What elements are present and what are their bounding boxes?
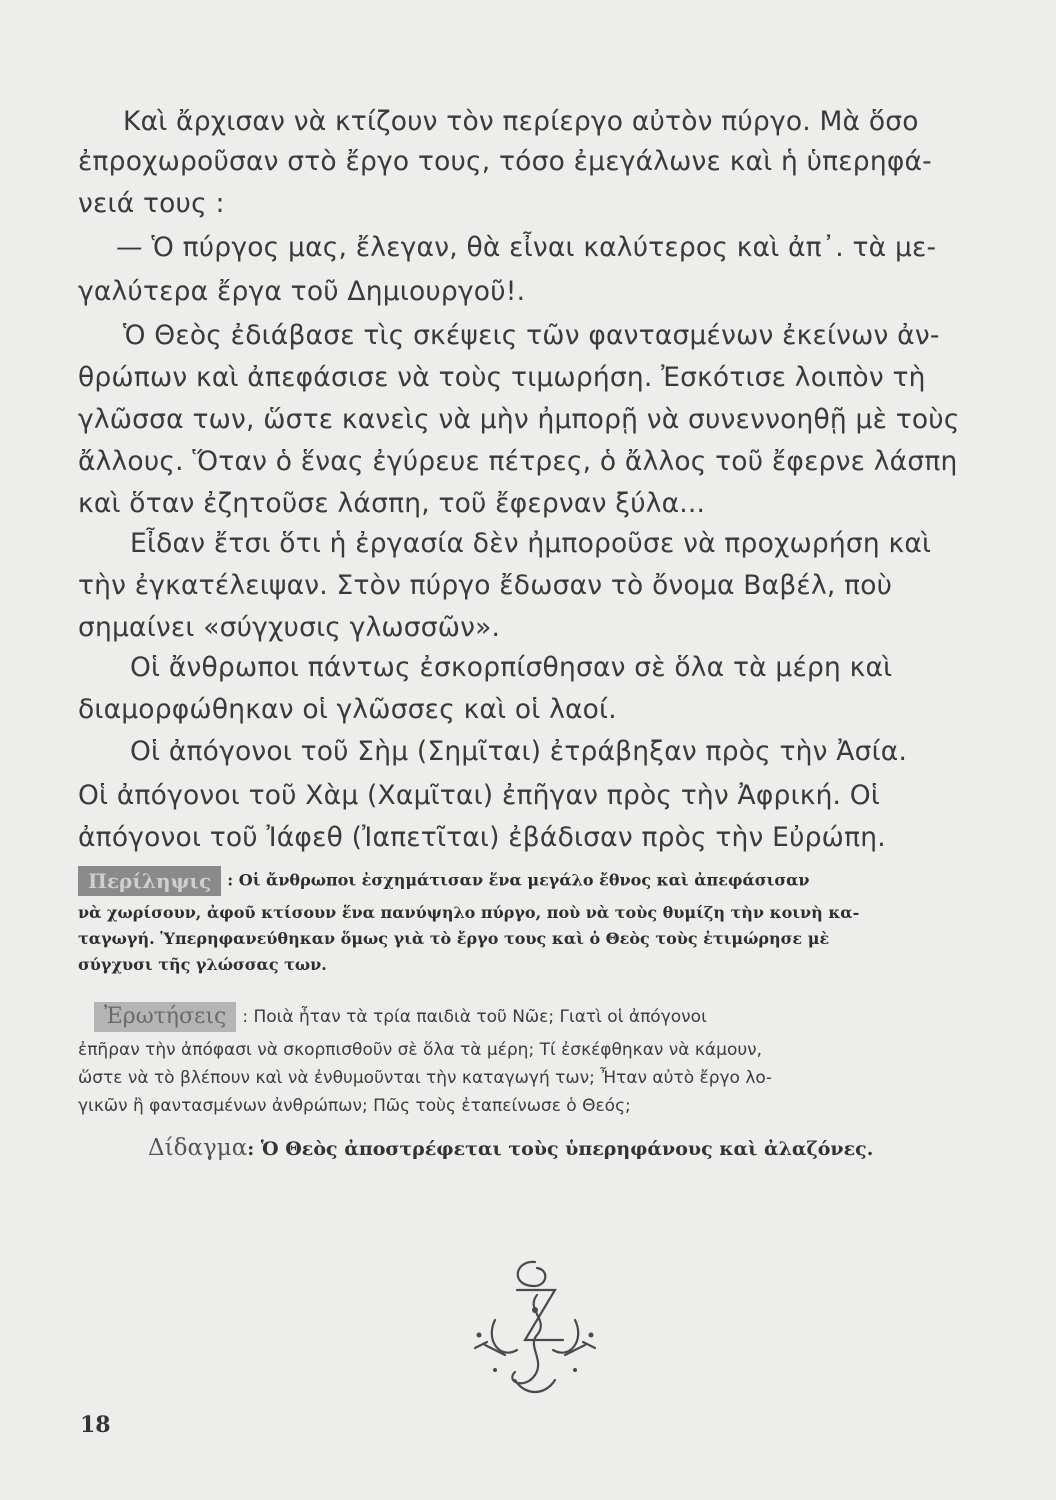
- body-line: ἄλλους. Ὅταν ὁ ἕνας ἐγύρευε πέτρες, ὁ ἄλλος τοῦ ἔφερνε λάσπη: [78, 446, 958, 477]
- body-line: ἐπροχωροῦσαν στὸ ἔργο τους, τόσο ἐμεγάλωνε καὶ ἡ ὑπερηφά-: [78, 146, 932, 177]
- questions-first-line: [78, 1002, 1019, 1032]
- body-line: τὴν ἐγκατέλειψαν. Στὸν πύργο ἔδωσαν τὸ ὄνομα Βαβέλ, ποὺ: [78, 570, 893, 601]
- body-line: γλῶσσα των, ὥστε κανεὶς νὰ μὴν ἠμπορῇ νὰ συνεννοηθῇ μὲ τοὺς: [78, 404, 960, 435]
- body-line: Οἱ ἀπόγονοι τοῦ Σὴμ (Σημῖται) ἐτράβηξαν πρὸς τὴν Ἀσία.: [130, 736, 908, 767]
- body-line: διαμορφώθηκαν οἱ γλῶσσες καὶ οἱ λαοί.: [78, 694, 617, 725]
- moral-line: [148, 1135, 873, 1161]
- summary-first-line: [78, 866, 1003, 896]
- summary-text: : Οἱ ἄνθρωποι ἐσχημάτισαν ἕνα μεγάλο ἔθνος καὶ ἀπεφάσισαν: [227, 870, 810, 890]
- body-line: — Ὁ πύργος μας, ἔλεγαν, θὰ εἶναι καλύτερος καὶ ἀπ᾽. τὰ με-: [116, 232, 937, 263]
- body-line: Καὶ ἄρχισαν νὰ κτίζουν τὸν περίεργο αὐτὸν πύργο. Μὰ ὅσο: [123, 106, 919, 137]
- questions-text: : Ποιὰ ἦταν τὰ τρία παιδιὰ τοῦ Νῶε; Γιατὶ οἱ ἀπόγονοι: [242, 1007, 707, 1027]
- summary-line: σύγχυσι τῆς γλώσσας των.: [78, 955, 327, 974]
- body-line: θρώπων καὶ ἀπεφάσισε νὰ τοὺς τιμωρήση. Ἐσκότισε λοιπὸν τὴ: [78, 362, 926, 393]
- body-line: Ὁ Θεὸς ἐδιάβασε τὶς σκέψεις τῶν φαντασμένων ἐκείνων ἀν-: [123, 320, 940, 351]
- questions-label: Ἐρωτήσεις: [94, 1002, 236, 1032]
- questions-line: ἐπῆραν τὴν ἀπόφασι νὰ σκορπισθοῦν σὲ ὅλα τὰ μέρη; Τί ἐσκέφθηκαν νὰ κάμουν,: [78, 1040, 763, 1060]
- body-line: Οἱ ἄνθρωποι πάντως ἐσκορπίσθησαν σὲ ὅλα τὰ μέρη καὶ: [130, 652, 893, 683]
- questions-line: ὥστε νὰ τὸ βλέπουν καὶ νὰ ἐνθυμοῦνται τὴν καταγωγή των; Ἦταν αὐτὸ ἔργο λο-: [78, 1068, 772, 1088]
- page-number: 18: [80, 1412, 111, 1438]
- moral-text: : Ὁ Θεὸς ἀποστρέφεται τοὺς ὑπερηφάνους καὶ ἀλαζόνες.: [247, 1138, 874, 1160]
- summary-line: νὰ χωρίσουν, ἀφοῦ κτίσουν ἕνα πανύψηλο πύργο, ποὺ νὰ τοὺς θυμίζη τὴν κοινὴ κα-: [78, 903, 860, 922]
- summary-line: ταγωγή. Ὑπερηφανεύθηκαν ὅμως γιὰ τὸ ἔργο τους καὶ ὁ Θεὸς τοὺς ἐτιμώρησε μὲ: [78, 929, 830, 948]
- body-line: σημαίνει «σύγχυσις γλωσσῶν».: [78, 612, 501, 643]
- summary-label: Περίληψις: [78, 866, 221, 896]
- moral-label: Δίδαγμα: [148, 1135, 248, 1161]
- body-line: καὶ ὅταν ἐζητοῦσε λάσπη, τοῦ ἔφερναν ξύλα...: [78, 488, 706, 519]
- body-line: Εἶδαν ἔτσι ὅτι ἡ ἐργασία δὲν ἠμποροῦσε νὰ προχωρήση καὶ: [130, 528, 932, 559]
- body-line: γαλύτερα ἔργα τοῦ Δημιουργοῦ!.: [78, 276, 526, 307]
- body-line: νειά τους :: [78, 188, 225, 219]
- questions-line: γικῶν ἢ φαντασμένων ἀνθρώπων; Πῶς τοὺς ἐταπείνωσε ὁ Θεός;: [78, 1096, 631, 1116]
- decorative-monogram-icon: [455, 1250, 615, 1400]
- body-line: ἀπόγονοι τοῦ Ἰάφεθ (Ἰαπετῖται) ἐβάδισαν πρὸς τὴν Εὐρώπη.: [78, 822, 886, 853]
- body-line: Οἱ ἀπόγονοι τοῦ Χὰμ (Χαμῖται) ἐπῆγαν πρὸς τὴν Ἀφρική. Οἱ: [78, 780, 881, 811]
